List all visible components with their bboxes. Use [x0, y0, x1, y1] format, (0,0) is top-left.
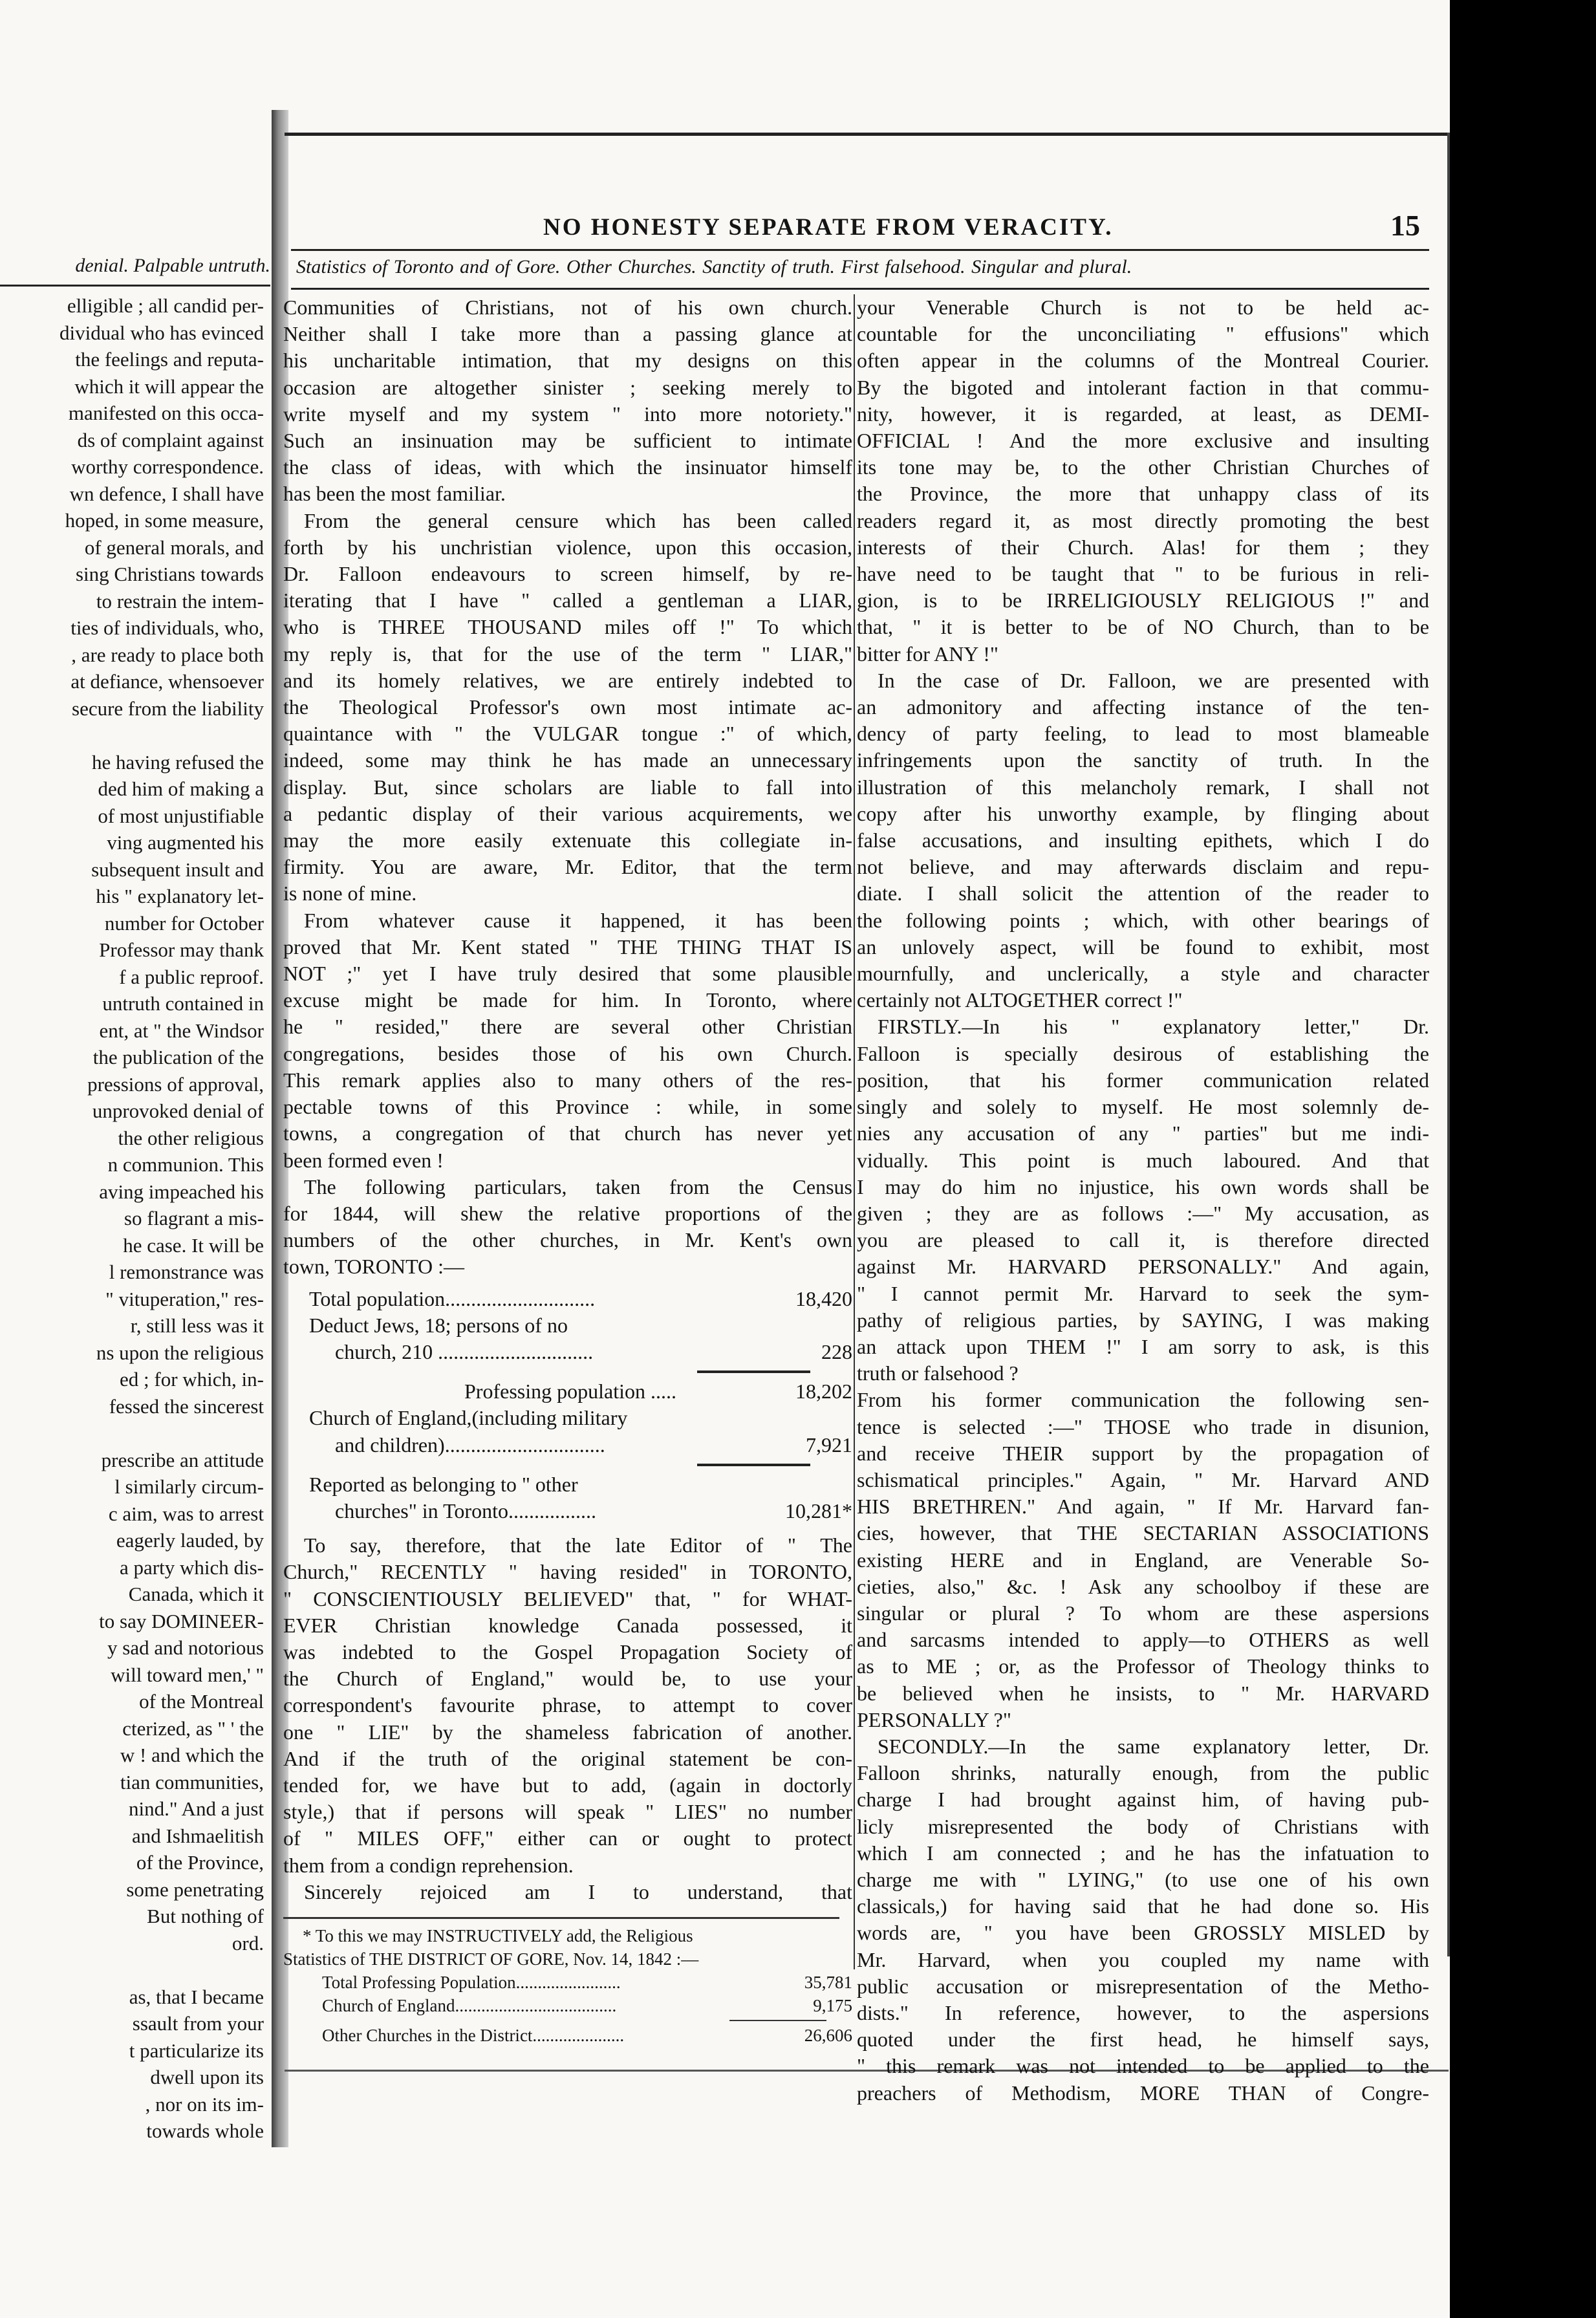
census-row-coe-cont [283, 1432, 852, 1458]
text-line: Communities of Christians, not of his own church. [283, 296, 852, 319]
page-number: 15 [1390, 209, 1420, 242]
text-line: licly misrepresented the body of Christians with [857, 1814, 1429, 1838]
text-line: indeed, some may think he has made an unnecessary [283, 748, 852, 772]
left-page-line: tian communities, [120, 1770, 264, 1793]
text-line: This remark applies also to many others of the res- [283, 1068, 852, 1092]
text-line: dists." In reference, however, to the aspersions [857, 2001, 1429, 2024]
text-line: your Venerable Church is not to be held ac- [857, 296, 1429, 319]
text-line: the Theological Professor's own most intimate ac- [283, 695, 852, 719]
text-line: which I am connected ; and he has the infatuation to [857, 1841, 1429, 1865]
text-line: Mr. Harvard, when you coupled my name with [857, 1947, 1429, 1971]
census-value: 228 [821, 1339, 852, 1363]
text-line: cies, however, that THE SECTARIAN ASSOCIATIONS [857, 1521, 1429, 1545]
census-row-total [283, 1286, 852, 1312]
text-line: have need to be taught that " to be furious in reli- [857, 562, 1429, 586]
text-line: existing HERE and in England, are Venerable So- [857, 1548, 1429, 1572]
left-page-line: a party which dis- [120, 1555, 264, 1579]
text-line: mournfully, and unclerically, a style and character [857, 962, 1429, 986]
text-line: illustration of this melancholy remark, I shall not [857, 775, 1429, 799]
text-line: From the general censure which has been called [304, 508, 852, 532]
text-line: Church," RECENTLY " having resided" in TORONTO, [283, 1560, 852, 1584]
left-page-line: , nor on its im- [145, 2092, 264, 2116]
text-line: quaintance with " the VULGAR tongue :" of which, [283, 722, 852, 746]
left-page-line: ed ; for which, in- [120, 1368, 264, 1391]
text-line: nity, however, it is regarded, at least, as DEMI- [857, 402, 1429, 426]
paragraph [857, 667, 1429, 1014]
text-line: forth by his unchristian violence, upon this occasion, [283, 535, 852, 559]
text-line: not believe, and may afterwards disclaim and repu- [857, 855, 1429, 879]
text-line: To say, therefore, that the late Editor of " The [304, 1533, 852, 1557]
left-page-line: worthy correspondence. [71, 455, 264, 478]
text-line: Such an insinuation may be sufficient to intimate [283, 429, 852, 453]
text-line: " this remark was not intended to be applied to the [857, 2054, 1429, 2078]
left-page-line: of the Montreal [139, 1690, 264, 1713]
text-line: words are, " you have been GROSSLY MISLED by [857, 1921, 1429, 1945]
text-line: an admonitory and affecting instance of the ten- [857, 695, 1429, 719]
left-page-line: which it will appear the [74, 374, 264, 398]
paragraph [283, 508, 852, 907]
text-line: Falloon is specially desirous of establishing the [857, 1041, 1429, 1065]
text-line: From whatever cause it happened, it has been [304, 908, 852, 932]
left-page-line: prescribe an attitude [101, 1448, 264, 1471]
footnote-sum-rule [729, 2020, 826, 2021]
left-page-line: sing Christians towards [75, 563, 264, 585]
text-line: the following points ; which, with other bearings of [857, 908, 1429, 932]
census-sum-rule [697, 1464, 810, 1466]
text-line: one " LIE" by the shameless fabrication of another. [283, 1720, 852, 1744]
text-line: and its homely relatives, we are entirely indebted to [283, 668, 852, 692]
text-line: preachers of Methodism, MORE THAN of Congre- [857, 2081, 1429, 2105]
text-line: and sarcasms intended to apply—to OTHERS as well [857, 1628, 1429, 1652]
text-line: bitter for ANY !" [857, 642, 998, 666]
left-page-line: he having refused the [92, 750, 264, 774]
left-page-line [0, 1420, 264, 1447]
text-line: correspondent's favourite phrase, to attempt to cover [283, 1693, 852, 1717]
left-page-line: ent, at " the Windsor [99, 1019, 264, 1042]
left-page-line: eagerly lauded, by [116, 1529, 264, 1552]
census-value: 7,921 [806, 1433, 852, 1457]
census-value: 10,281* [785, 1499, 852, 1522]
left-page-line: untruth contained in [102, 992, 264, 1015]
text-line: position, that his former communication related [857, 1068, 1429, 1092]
column-divider [854, 294, 855, 1969]
text-line: pathy of religious parties, by SAYING, I was making [857, 1308, 1429, 1332]
text-line: be believed when he insists, to " Mr. HARVARD [857, 1681, 1429, 1705]
text-line: SECONDLY.—In the same explanatory letter, Dr. [878, 1734, 1429, 1758]
left-page-line: dividual who has evinced [59, 321, 264, 344]
census-row-reported [283, 1471, 852, 1498]
text-line: for 1844, will shew the relative proportions of the [283, 1201, 852, 1225]
text-line: write myself and my system " into more notoriety." [283, 402, 852, 426]
text-line: certainly not ALTOGETHER correct !" [857, 988, 1183, 1012]
text-line: countable for the unconciliating " effusions" which [857, 322, 1429, 346]
footnote-line: Statistics of THE DISTRICT OF GORE, Nov. 14, 1842 :— [283, 1949, 699, 1969]
text-line: false accusations, and insulting epithets, which I do [857, 829, 1429, 852]
text-line: excuse might be made for him. In Toronto, where [283, 988, 852, 1012]
footnote-row [283, 1994, 852, 2017]
left-page-line: of general morals, and [84, 536, 264, 559]
left-page-line: w ! and which the [120, 1744, 264, 1766]
text-line: them from a condign reprehension. [283, 1853, 574, 1877]
text-line: its tone may be, to the other Christian Churches of [857, 455, 1429, 479]
left-page-line [0, 1956, 264, 1984]
left-page-line: at defiance, whensoever [70, 670, 264, 693]
text-line: Sincerely rejoiced am I to understand, that [304, 1879, 852, 1903]
left-column [283, 294, 852, 2047]
left-page-line: pressions of approval, [87, 1072, 264, 1096]
text-line: firmity. You are aware, Mr. Editor, that the term [283, 855, 852, 879]
text-line: that, " it is better to be of NO Church, than to be [857, 615, 1429, 639]
left-page-line: of most unjustifiable [98, 804, 264, 827]
left-page-line: c aim, was to arrest [108, 1502, 264, 1525]
text-line: I may do him no injustice, his own words shall be [857, 1175, 1429, 1198]
text-line: he " resided," there are several other Christian [283, 1015, 852, 1039]
left-page-line: the publication of the [92, 1046, 264, 1068]
text-line: public accusation or misrepresentation of the Metho- [857, 1974, 1429, 1998]
left-page-line: ving augmented his [107, 831, 264, 854]
left-page-line: of the Province, [136, 1851, 264, 1874]
text-line: diate. I shall solicit the attention of the reader to [857, 882, 1429, 905]
census-row-coe [283, 1405, 852, 1431]
text-line: gion, is to be IRRELIGIOUSLY RELIGIOUS !" and [857, 589, 1429, 612]
census-label: Deduct Jews, 18; persons of no [309, 1313, 568, 1337]
left-page-line: dwell upon its [150, 2066, 264, 2088]
text-line: schismatical principles." Again, " Mr. Harvard AND [857, 1468, 1429, 1491]
footnote-value: 9,175 [813, 1995, 852, 2015]
text-line: NOT ;" yet I have truly desired that some plausible [283, 962, 852, 986]
text-line: iterating that I have " called a gentleman a LIAR, [283, 589, 852, 612]
text-line: style,) that if persons will speak " LIES" no number [283, 1800, 852, 1824]
text-line: singular or plural ? To whom are these aspersions [857, 1601, 1429, 1625]
text-line: towns, a congregation of that church has never yet [283, 1121, 852, 1145]
census-label: Church of England,(including military [309, 1406, 628, 1430]
left-page-line: ds of complaint against [77, 428, 264, 451]
text-line: an attack upon THEM !" I am sorry to ask, is this [857, 1334, 1429, 1358]
paragraph [857, 1733, 1429, 2107]
text-line: proved that Mr. Kent stated " THE THING THAT IS [283, 935, 852, 959]
text-line: the Church of England," would be, to use your [283, 1667, 852, 1691]
paragraph [283, 907, 852, 1174]
running-title: NO HONESTY SEPARATE FROM VERACITY. [543, 214, 1114, 241]
census-label: Professing population ..... [464, 1380, 676, 1403]
left-page-line: Canada, which it [128, 1583, 264, 1605]
section-sub-headings: Statistics of Toronto and of Gore. Other Churches. Sanctity of truth. First falsehood. Singular and plural. [296, 256, 1132, 277]
text-line: truth or falsehood ? [857, 1361, 1019, 1385]
left-page-line: and Ishmaelitish [131, 1824, 264, 1847]
text-line: pectable towns of this Province : while, in some [283, 1095, 852, 1119]
paragraph [857, 1387, 1429, 1733]
text-line: Neither shall I take more than a passing glance at [283, 322, 852, 346]
census-row-deduct-cont [283, 1339, 852, 1365]
left-page-line: l similarly circum- [114, 1475, 264, 1498]
left-page-line: some penetrating [126, 1878, 264, 1901]
text-line: against Mr. HARVARD PERSONALLY." And again, [857, 1255, 1429, 1279]
text-line: " I cannot permit Mr. Harvard to seek the sym- [857, 1281, 1429, 1305]
footnote-row [283, 2024, 852, 2047]
text-line: In the case of Dr. Falloon, we are presented with [878, 668, 1429, 692]
footnote-rule [283, 1917, 839, 1919]
text-line: of " MILES OFF," either can or ought to protect [283, 1826, 852, 1850]
census-sum-rule [697, 1370, 810, 1373]
paragraph [283, 1532, 852, 1879]
census-value: 18,420 [795, 1286, 852, 1310]
left-page-line: manifested on this occa- [68, 402, 264, 424]
left-page-line: to say DOMINEER- [99, 1609, 264, 1632]
text-line: an unlovely aspect, will be found to exhibit, most [857, 935, 1429, 959]
left-page-line: wn defence, I shall have [69, 482, 264, 505]
text-line: and receive THEIR support by the propagation of [857, 1441, 1429, 1465]
left-page-line: cterized, as " ' the [122, 1717, 264, 1740]
left-page-line: r, still less was it [130, 1314, 264, 1337]
left-page-line: his " explanatory let- [96, 885, 264, 907]
left-page-line: But nothing of [147, 1905, 264, 1927]
left-page-line [0, 722, 264, 749]
text-line: may the more easily extenuate this collegiate in- [283, 829, 852, 852]
text-line: a pedantic display of their various acquirements, we [283, 801, 852, 825]
header-rule [291, 249, 1429, 251]
text-line: By the bigoted and intolerant faction in that commu- [857, 375, 1429, 399]
text-line: the Province, the more that unhappy class of its [857, 482, 1429, 506]
text-line: been formed even ! [283, 1148, 444, 1172]
text-line: as to ME ; or, as the Professor of Theology thinks to [857, 1654, 1429, 1678]
text-line: was indebted to the Gospel Propagation Society of [283, 1640, 852, 1663]
text-line: And if the truth of the original statement be con- [283, 1746, 852, 1770]
text-line: readers regard it, as most directly promoting the best [857, 508, 1429, 532]
left-page-line: the other religious [118, 1126, 264, 1149]
footnote-value: 26,606 [804, 2025, 852, 2045]
right-column [857, 294, 1429, 2107]
census-label: Total population............................. [309, 1286, 596, 1310]
census-row-reported-cont [283, 1498, 852, 1524]
census-row-deduct [283, 1312, 852, 1339]
left-page-line: towards whole [146, 2119, 264, 2141]
left-page-line: subsequent insult and [91, 858, 264, 881]
census-label: Reported as belonging to " other [309, 1472, 578, 1496]
left-page-line: unprovoked denial of [92, 1099, 264, 1122]
text-line: tence is selected :—" THOSE who trade in disunion, [857, 1414, 1429, 1438]
text-line: the class of ideas, with which the insinuator himself [283, 455, 852, 479]
left-page-line: , are ready to place both [71, 643, 264, 666]
left-page-line: elligible ; all candid per- [67, 294, 264, 317]
paragraph [857, 1013, 1429, 1387]
left-page-line: as, that I became [129, 1985, 264, 2008]
left-page-line: ssault from your [132, 2012, 264, 2035]
left-page-line: secure from the liability [72, 697, 264, 720]
paragraph [857, 294, 1429, 667]
paragraph [283, 1174, 852, 1281]
footnote-label: Total Professing Population........................ [322, 1972, 621, 1992]
left-page-line: will toward men,' " [111, 1663, 264, 1686]
text-line: singly and solely to myself. He most solemnly de- [857, 1095, 1429, 1119]
left-page-header: denial. Palpable untruth. [75, 255, 270, 276]
paragraph [283, 294, 852, 508]
text-line: The following particulars, taken from the Census [304, 1175, 852, 1198]
left-page-text [0, 292, 264, 2141]
paragraph [283, 1879, 852, 1905]
left-page-line: l remonstrance was [109, 1261, 264, 1283]
left-page-line: aving impeached his [99, 1180, 264, 1203]
text-line: often appear in the columns of the Montreal Courier. [857, 349, 1429, 373]
footnote [283, 1924, 852, 2047]
text-line: congregations, besides those of his own Church. [283, 1041, 852, 1065]
left-page-line: n communion. This [107, 1153, 264, 1176]
left-page-line: fessed the sincerest [109, 1394, 264, 1418]
text-line: vidually. This point is much laboured. And that [857, 1148, 1429, 1172]
footnote-value: 35,781 [804, 1972, 852, 1992]
left-page-line: so flagrant a mis- [124, 1207, 264, 1229]
text-line: OFFICIAL ! And the more exclusive and insulting [857, 429, 1429, 453]
text-line: EVER Christian knowledge Canada possessed, it [283, 1613, 852, 1637]
footnote-row [283, 1971, 852, 1994]
text-line: has been the most familiar. [283, 482, 506, 506]
left-page-line: he case. It will be [123, 1233, 264, 1257]
text-line: From his former communication the following sen- [857, 1388, 1429, 1412]
left-page-rule [0, 285, 270, 287]
text-line: town, TORONTO :— [283, 1255, 465, 1279]
census-label: church, 210 .............................. [335, 1339, 594, 1363]
text-line: occasion are altogether sinister ; seeking merely to [283, 375, 852, 399]
text-line: PERSONALLY ?" [857, 1707, 1011, 1731]
left-page-line: nind." And a just [129, 1797, 264, 1820]
left-page-line: ord. [232, 1931, 264, 1955]
text-line: is none of mine. [283, 882, 417, 905]
text-line: interests of their Church. Alas! for them ; they [857, 535, 1429, 559]
text-line: numbers of the other churches, in Mr. Kent's own [283, 1228, 852, 1252]
census-value: 18,202 [795, 1380, 852, 1403]
left-page-line: t particularize its [129, 2039, 264, 2062]
text-line: charge I had brought against him, of having pub- [857, 1788, 1429, 1812]
left-page-line: y sad and notorious [107, 1636, 264, 1659]
footnote-line: * To this we may INSTRUCTIVELY add, the Religious [303, 1925, 693, 1945]
left-page-line: ns upon the religious [96, 1341, 264, 1364]
left-page-line: number for October [104, 911, 264, 935]
census-label: churches" in Toronto................. [335, 1499, 596, 1522]
left-facing-page [0, 103, 270, 2141]
left-page-line: " vituperation," res- [105, 1287, 264, 1310]
census-row-professing [283, 1378, 852, 1405]
sub-heading-rule [291, 288, 1429, 290]
text-line: infringements upon the sanctity of truth. In the [857, 748, 1429, 772]
left-page-line: the feelings and reputa- [75, 348, 264, 371]
text-line: you are pleased to call it, is therefore directed [857, 1228, 1429, 1252]
text-line: dency of party feeling, to lead to most blameable [857, 722, 1429, 746]
left-page-line: to restrain the intem- [96, 589, 264, 612]
text-line: " CONSCIENTIOUSLY BELIEVED" that, " for WHAT- [283, 1587, 852, 1610]
text-line: FIRSTLY.—In his " explanatory letter," Dr. [878, 1015, 1429, 1039]
footnote-label: Church of England..................................... [322, 1995, 617, 2015]
text-line: tended for, we have but to add, (again in doctorly [283, 1773, 852, 1797]
text-line: nies any accusation of any " parties" but me indi- [857, 1121, 1429, 1145]
census-label: and children)............................... [335, 1433, 605, 1457]
text-line: cieties, also," &c. ! Ask any schoolboy if these are [857, 1574, 1429, 1598]
census-table [283, 1286, 852, 1525]
text-line: HIS BRETHREN." And again, " If Mr. Harvard fan- [857, 1495, 1429, 1519]
text-line: classicals,) for having said that he had done so. His [857, 1894, 1429, 1918]
text-line: given ; they are as follows :—" My accusation, as [857, 1201, 1429, 1225]
page-edge-top [285, 133, 1449, 136]
left-page-line: Professor may thank [99, 938, 264, 961]
text-line: copy after his unworthy example, by flinging about [857, 801, 1429, 825]
left-page-line: hoped, in some measure, [65, 509, 264, 532]
text-line: display. But, since scholars are liable to fall into [283, 775, 852, 799]
text-line: his uncharitable intimation, that my designs on this [283, 349, 852, 373]
text-line: quoted under the first head, he himself says, [857, 2028, 1429, 2052]
text-line: who is THREE THOUSAND miles off !" To which [283, 615, 852, 639]
footnote-label: Other Churches in the District..................... [322, 2025, 625, 2045]
left-page-line: ties of individuals, who, [70, 616, 264, 639]
text-line: charge me with " LYING," (to use one of his own [857, 1867, 1429, 1891]
text-line: Falloon shrinks, naturally enough, from the public [857, 1761, 1429, 1785]
text-line: my reply is, that for the use of the term " LIAR," [283, 642, 852, 666]
left-page-line: f a public reproof. [119, 965, 264, 988]
left-page-line: ded him of making a [98, 777, 264, 800]
text-line: Dr. Falloon endeavours to screen himself, by re- [283, 562, 852, 586]
scan-background-right [1450, 0, 1596, 2318]
